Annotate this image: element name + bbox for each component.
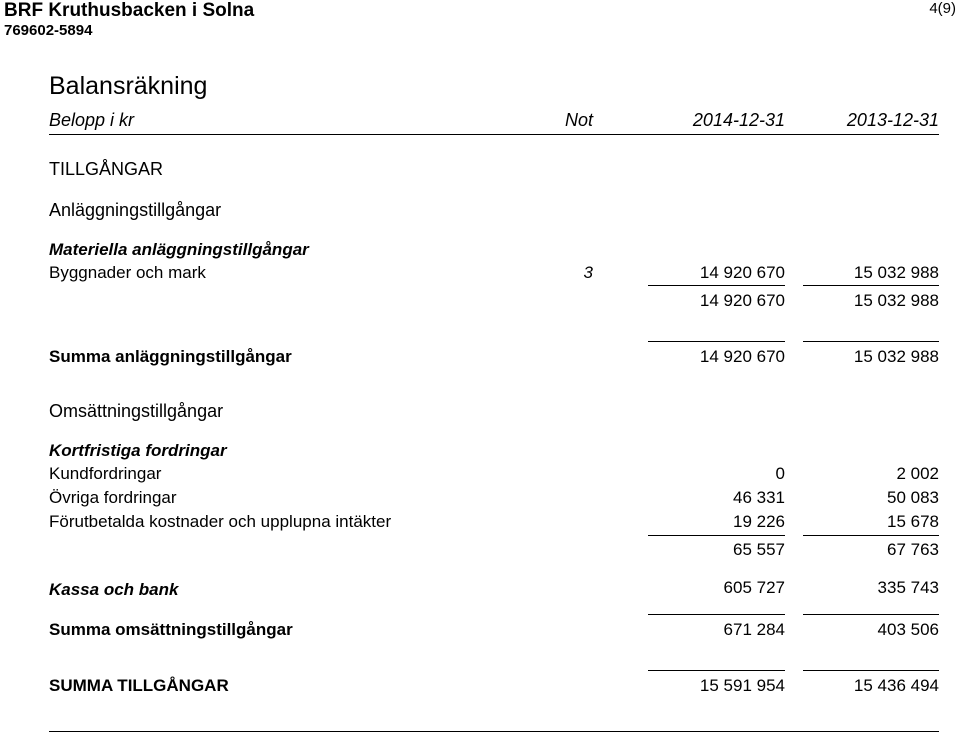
receivables-subheading: Kortfristiga fordringar xyxy=(49,441,227,460)
subtotal-value-2014: 14 920 670 xyxy=(699,291,785,310)
subtotal-value-2013: 67 763 xyxy=(887,540,939,559)
total-value-2013: 15 032 988 xyxy=(853,347,939,366)
grand-total-line xyxy=(648,670,785,671)
column-year2-header: 2013-12-31 xyxy=(846,110,939,130)
subtotal-line xyxy=(648,535,785,536)
org-number: 769602-5894 xyxy=(4,22,93,39)
grand-total-label: SUMMA TILLGÅNGAR xyxy=(49,676,229,695)
company-name: BRF Kruthusbacken i Solna xyxy=(4,0,255,21)
header-divider xyxy=(49,134,939,135)
total-label: Summa anläggningstillgångar xyxy=(49,347,292,366)
total-value-2014: 671 284 xyxy=(723,620,785,639)
row-label: Övriga fordringar xyxy=(49,488,177,507)
column-label-header: Belopp i kr xyxy=(49,110,135,130)
cash-value-2014: 605 727 xyxy=(723,578,785,597)
subtotal-value-2014: 65 557 xyxy=(733,540,785,559)
page-number: 4(9) xyxy=(929,0,956,17)
row-label: Kundfordringar xyxy=(49,464,162,483)
cash-value-2013: 335 743 xyxy=(877,578,939,597)
total-line xyxy=(803,614,939,615)
total-line xyxy=(803,341,939,342)
subtotal-line xyxy=(803,285,939,286)
row-value-2014: 19 226 xyxy=(733,512,785,531)
subtotal-line xyxy=(803,535,939,536)
total-label: Summa omsättningstillgångar xyxy=(49,620,293,639)
fixed-assets-heading: Anläggningstillgångar xyxy=(49,200,222,220)
total-line xyxy=(648,341,785,342)
total-value-2014: 14 920 670 xyxy=(699,347,785,366)
row-label: Byggnader och mark xyxy=(49,263,206,282)
grand-total-value-2013: 15 436 494 xyxy=(853,676,939,695)
column-note-header: Not xyxy=(564,110,593,130)
subtotal-line xyxy=(648,285,785,286)
row-value-2014: 14 920 670 xyxy=(699,263,785,282)
column-year1-header: 2014-12-31 xyxy=(692,110,785,130)
grand-total-line xyxy=(803,670,939,671)
row-label: Förutbetalda kostnader och upplupna intäkter xyxy=(49,512,392,531)
page-title: Balansräkning xyxy=(49,72,208,100)
cash-label: Kassa och bank xyxy=(49,580,179,599)
row-value-2014: 46 331 xyxy=(733,488,785,507)
row-value-2014: 0 xyxy=(775,464,785,483)
grand-total-value-2014: 15 591 954 xyxy=(699,676,785,695)
row-value-2013: 50 083 xyxy=(887,488,939,507)
subtotal-value-2013: 15 032 988 xyxy=(853,291,939,310)
row-value-2013: 15 678 xyxy=(887,512,939,531)
row-value-2013: 2 002 xyxy=(896,464,939,483)
row-value-2013: 15 032 988 xyxy=(853,263,939,282)
row-note: 3 xyxy=(583,263,593,282)
current-assets-heading: Omsättningstillgångar xyxy=(49,401,224,421)
footer-divider xyxy=(49,731,939,732)
section-heading: TILLGÅNGAR xyxy=(49,159,164,179)
tangible-assets-subheading: Materiella anläggningstillgångar xyxy=(49,240,309,259)
total-line xyxy=(648,614,785,615)
total-value-2013: 403 506 xyxy=(877,620,939,639)
